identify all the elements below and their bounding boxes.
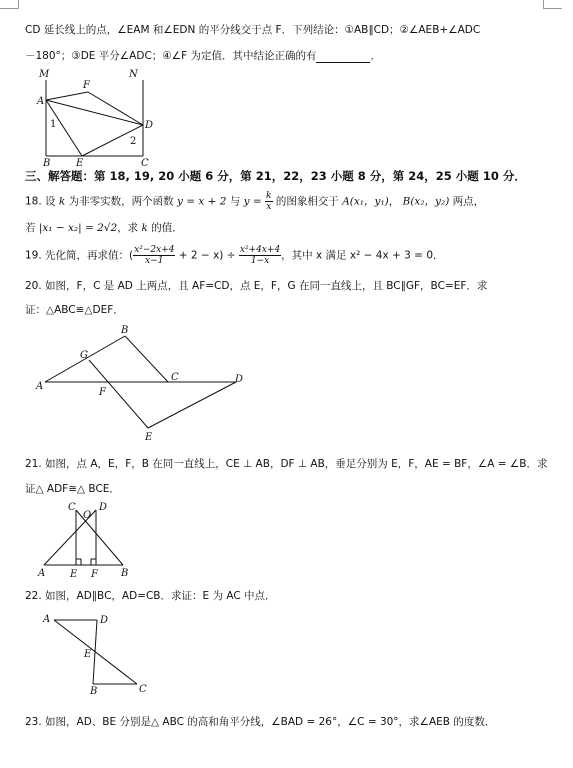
q18-point-b: B(x₂，y₂) [402,195,450,208]
q19-text-b: + 2 − x) ÷ [178,249,236,262]
q22-label-b: B [90,686,98,697]
q20-label-f: F [99,387,106,398]
q19-frac1-den: x−1 [145,256,164,266]
q20-label-g: G [80,350,88,361]
q23-line1: 23. 如图，AD、BE 分别是△ ABC 的高和角平分线，∠BAD = 26°，∠C = 30°，求∠AEB 的度数． [25,716,496,728]
q18-text-b: 为非零实数，两个函数 [68,195,174,208]
q18-line2-c: 的值． [151,222,183,234]
q19-frac2-num: x²+4x+4 [239,245,281,255]
q17-label-f: F [83,80,90,91]
q21-label-f: F [91,569,98,580]
q20-line2: 证：△ABC≌△DEF． [25,304,124,316]
q18-func-1: y = x + 2 [176,195,227,208]
q18-line2-a: 若 [25,222,36,234]
q21-label-d: D [99,502,108,513]
q19-text-a: 19. 先化简，再求值：( [25,249,134,262]
q22-label-a: A [43,614,51,625]
q17-label-c: C [141,158,149,169]
q18-condition: |x₁ − x₂| = 2√2 [38,222,118,234]
q18-text-a: 18. 设 [25,195,56,208]
q17-label-n: N [129,69,138,80]
q18-text-f: 两点， [452,195,485,208]
q18-text-d: 的图象相交于 [275,195,339,208]
q20-label-c: C [171,372,179,383]
q19-text-c: ，其中 x 满足 x² − 4x + 3 = 0． [281,249,444,262]
q21-line2: 证△ ADF≅△ BCE． [25,483,120,495]
q18-point-a: A(x₁，y₁) [342,195,389,208]
q18-frac-den: x [266,202,272,212]
q21-label-c: C [68,502,76,513]
q19-frac1-num: x²−2x+4 [134,245,175,255]
q20-label-a: A [36,381,44,392]
q18-frac-num: k [266,191,272,201]
q17-line2-text: －180°；③DE 平分∠ADC；④∠F 为定值．其中结论正确的有 [25,50,317,62]
q18-text-e: ， [388,195,400,208]
q20-label-b: B [121,325,129,336]
q17-label-e: E [76,158,84,169]
section-3-title: 三、解答题：第 18, 19, 20 小题 6 分，第 21，22，23 小题 8 分，第 24，25 小题 10 分． [25,169,526,183]
q17-line1: CD 延长线上的点，∠EAM 和∠EDN 的平分线交于点 F．下列结论：①AB∥CD；②∠AEB+∠ADC [25,24,481,36]
q17-angle-1: 1 [50,119,57,130]
q20-label-d: D [235,374,244,385]
q18-var-k2: k [141,222,148,234]
q17-label-m: M [39,69,50,80]
q18-var-k: k [58,195,66,208]
q22-label-d: D [100,615,109,626]
q18-text-c: 与 [229,195,241,208]
q17-label-a: A [37,96,45,107]
q22-label-c: C [139,684,147,695]
q21-label-b: B [121,568,129,579]
q18-func-2-lhs: y = [243,195,262,208]
q21-label-o: O [83,510,92,521]
q19-frac2-den: 1−x [250,256,270,266]
q17-label-d: D [145,120,154,131]
q22-label-e: E [84,649,92,660]
q17-label-b: B [43,158,51,169]
q21-label-a: A [38,568,46,579]
q22-line1: 22. 如图，AD∥BC，AD=CB．求证：E 为 AC 中点． [25,590,276,602]
q17-angle-2: 2 [130,136,137,147]
q21-label-e: E [70,569,78,580]
q18-line2-b: ，求 [117,222,139,234]
q17-line2-end: ． [370,50,381,62]
q21-line1: 21. 如图，点 A，E，F，B 在同一直线上，CE ⊥ AB，DF ⊥ AB，垂足分别为 E，F，AE = BF，∠A = ∠B．求 [25,458,548,470]
q20-line1: 20. 如图，F，C 是 AD 上两点，且 AF=CD，点 E，F，G 在同一直线上，且 BC∥GF，BC=EF．求 [25,280,488,292]
q20-label-e: E [145,432,153,443]
